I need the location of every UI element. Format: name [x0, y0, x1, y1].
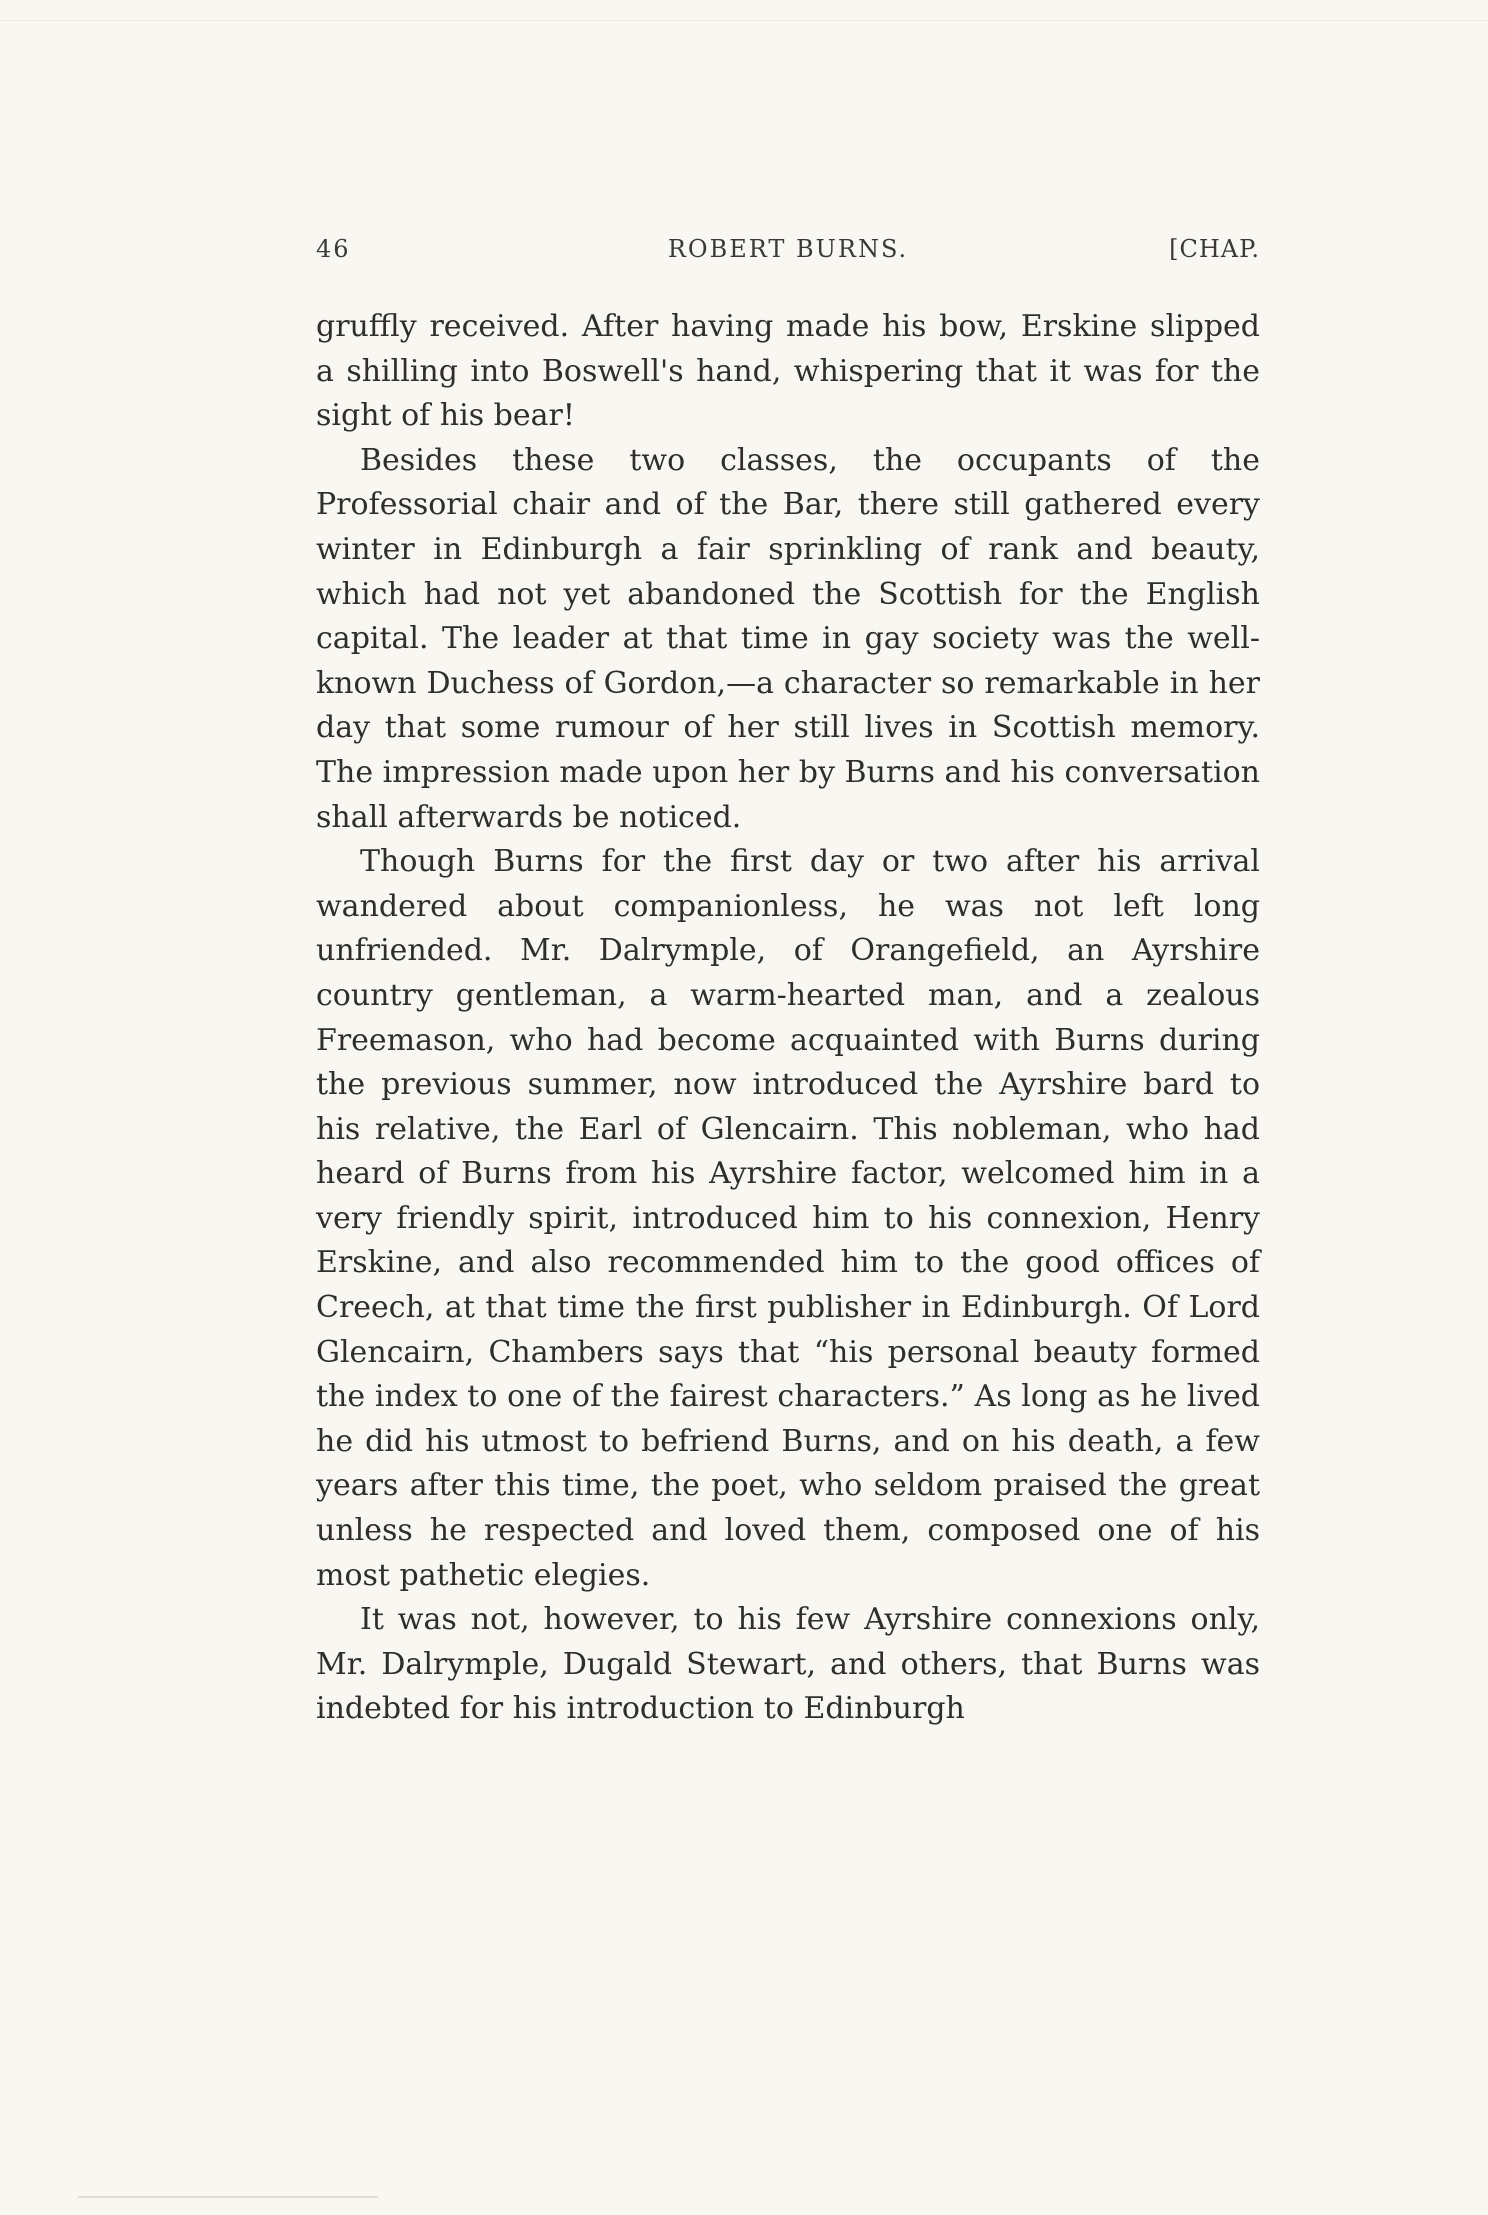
scan-artifact-bottom — [78, 2196, 378, 2198]
scan-artifact-top — [0, 20, 1488, 25]
chapter-label: [CHAP. — [1169, 235, 1260, 263]
paragraph: Though Burns for the first day or two after his arrival wandered about companionless, he was not left long unfriended. Mr. Dalrymple, of Orangefield, an Ayrshire country gentleman, a warm-hearted man, and a zealous Freemason, who had become acquainted with Burns during the previous summer, now introduced the Ayrshire bard to his relative, the Earl of Glencairn. This nobleman, who had heard of Burns from his Ayrshire factor, welcomed him in a very friendly spirit, introduced him to his connexion, Henry Erskine, and also recommended him to the good offices of Creech, at that time the first publisher in Edinburgh. Of Lord Glencairn, Chambers says that “his personal beauty formed the index to one of the fairest characters.” As long as he lived he did his utmost to befriend Burns, and on his death, a few years after this time, the poet, who seldom praised the great unless he respected and loved them, composed one of his most pathetic elegies. — [316, 844, 1260, 1593]
running-title: ROBERT BURNS. — [667, 235, 909, 263]
paragraph-continued: gruffly received. After having made his bow, Erskine slipped a shilling into Boswell's hand, whispering that it was for the sight of his bear! — [316, 309, 1260, 434]
page-number: 46 — [316, 235, 351, 263]
paragraph: Besides these two classes, the occupants of the Professorial chair and of the Bar, there still gathered every winter in Edinburgh a fair sprinkling of rank and beauty, which had not yet abandoned the Scottish for the English capital. The leader at that time in gay society was the well-known Duchess of Gordon,—a character so remarkable in her day that some rumour of her still lives in Scottish memory. The impression made upon her by Burns and his conversation shall afterwards be noticed. — [316, 442, 1260, 835]
running-header — [316, 235, 1260, 275]
paragraph: It was not, however, to his few Ayrshire connexions only, Mr. Dalrymple, Dugald Stewart, and others, that Burns was indebted for his introduction to Edinburgh — [316, 1602, 1260, 1727]
page-body — [316, 305, 1260, 1732]
